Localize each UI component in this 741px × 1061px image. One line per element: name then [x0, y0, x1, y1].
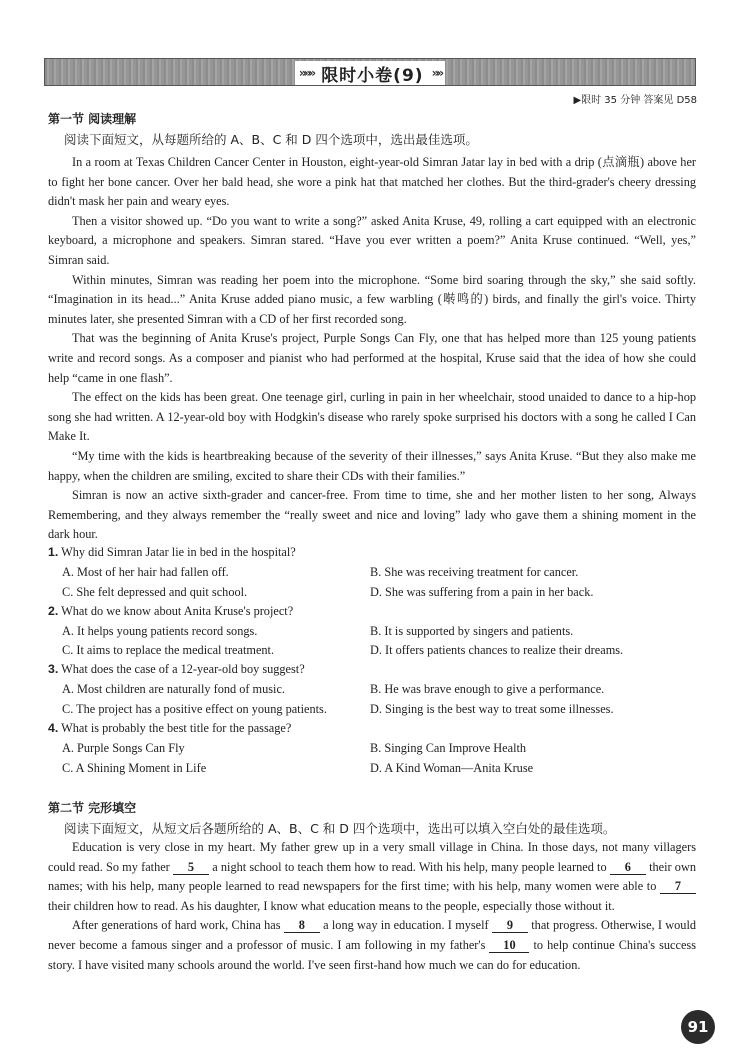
question-1-option-d[interactable]: D. She was suffering from a pain in her back.: [370, 585, 594, 599]
blank-5[interactable]: 5: [173, 860, 209, 875]
passage-paragraph: In a room at Texas Children Cancer Center in Houston, eight-year-old Simran Jatar lay in bed with a drip (点滴瓶) above her to fight her bone cancer. Over her bald head, she wore a pink hat that matched her clothes. But the third-grader's cheery dressing didn't mask her pain and weary eyes.: [48, 155, 696, 209]
question-2-option-b[interactable]: B. It is supported by singers and patients.: [370, 624, 574, 638]
cloze-paragraph-1: Education is very close in my heart. My father grew up in a very small village in China. In those days, not many villagers could read. So my father 5 a night school to teach them how to read. With his help, many people learned to 6 their own names; with his help, many people learned to read newspapers for the first time; with his help, many women were able to 7 their children how to read. As his daughter, I know what education means to the people, especially those without it.: [48, 840, 696, 913]
question-4-option-c[interactable]: C. A Shining Moment in Life: [62, 761, 207, 775]
blank-8[interactable]: 8: [284, 918, 320, 933]
header-band: [44, 58, 696, 86]
question-4-option-b[interactable]: B. Singing Can Improve Health: [370, 741, 527, 755]
passage-paragraph: Within minutes, Simran was reading her poem into the microphone. “Some bird soaring through the sky,” she said softly. “Imagination in its head...” Anita Kruse added piano music, a few warbling (啭鸣的) birds, and finally the girl's voice. Thirty minutes later, she presented Simran with a CD of her first recorded song.: [48, 272, 696, 326]
arrows-left-icon: »»»: [298, 66, 314, 80]
arrows-right-icon: »»: [431, 66, 442, 80]
header-title-wrap: [45, 59, 695, 87]
header-title-box: [295, 61, 445, 85]
passage-paragraph: The effect on the kids has been great. One teenage girl, curling in pain in her wheelchair, stood unaided to dance to a hip-hop song she had written. A 12-year-old boy with Hodgkin's disease who rarely spoke surprised his doctors with a song he called I Can Make It.: [48, 390, 696, 444]
section2-title: 第二节 完形填空: [48, 801, 137, 815]
passage-paragraph: Then a visitor showed up. “Do you want to write a song?” asked Anita Kruse, 49, rolling a cart equipped with an electronic keyboard, a microphone and speakers. Simran stared. “Have you ever written a poem?” Anita Kruse continued. “Well, yes,” Simran said.: [48, 213, 696, 267]
question-3: 3. What does the case of a 12-year-old boy suggest?: [48, 662, 305, 676]
question-3-option-d[interactable]: D. Singing is the best way to treat some illnesses.: [370, 702, 614, 716]
passage-paragraph: “My time with the kids is heartbreaking because of the severity of their illnesses,” says Anita Kruse. “But they also make me happy, when the children are smiling, excited to share their CDs with their families.”: [48, 448, 696, 483]
page-number-badge: 91: [681, 1010, 715, 1044]
passage-paragraph: Simran is now an active sixth-grader and cancer-free. From time to time, she and her mother listen to her song, Always Remembering, and they always remember the “really sweet and nice and loving” lady who gave them a shining moment in the dark hour.: [48, 488, 696, 542]
question-2-option-d[interactable]: D. It offers patients chances to realize their dreams.: [370, 643, 624, 657]
question-2: 2. What do we know about Anita Kruse's project?: [48, 604, 294, 618]
passage-paragraph: That was the beginning of Anita Kruse's project, Purple Songs Can Fly, one that has helped more than 125 young patients write and record songs. As a composer and pianist who had performed at the hospital, Kruse said that the idea of how she could help “came in one flash”.: [48, 331, 696, 385]
question-4: 4. What is probably the best title for the passage?: [48, 721, 292, 735]
question-1-option-b[interactable]: B. She was receiving treatment for cancer.: [370, 565, 579, 579]
section1-title: 第一节 阅读理解: [48, 112, 137, 126]
blank-7[interactable]: 7: [660, 879, 696, 894]
section1-instruction: 阅读下面短文，从每题所给的 A、B、C 和 D 四个选项中，选出最佳选项。: [64, 132, 478, 147]
question-4-option-d[interactable]: D. A Kind Woman—Anita Kruse: [370, 761, 534, 775]
blank-10[interactable]: 10: [489, 938, 529, 953]
blank-9[interactable]: 9: [492, 918, 528, 933]
question-4-option-a[interactable]: A. Purple Songs Can Fly: [62, 741, 185, 755]
question-2-option-c[interactable]: C. It aims to replace the medical treatment.: [62, 643, 275, 657]
question-3-option-c[interactable]: C. The project has a positive effect on young patients.: [62, 702, 327, 716]
question-2-option-a[interactable]: A. It helps young patients record songs.: [62, 624, 258, 638]
reading-passage: [48, 153, 696, 545]
question-3-option-b[interactable]: B. He was brave enough to give a performance.: [370, 682, 605, 696]
question-1: 1. Why did Simran Jatar lie in bed in the hospital?: [48, 545, 296, 559]
question-3-option-a[interactable]: A. Most children are naturally fond of music.: [62, 682, 285, 696]
time-limit-note: ▶限时 35 分钟 答案见 D58: [573, 95, 697, 106]
cloze-passage: [48, 838, 696, 975]
question-1-option-a[interactable]: A. Most of her hair had fallen off.: [62, 565, 229, 579]
section2-instruction: 阅读下面短文，从短文后各题所给的 A、B、C 和 D 四个选项中，选出可以填入空白处的最佳选项。: [64, 821, 616, 836]
question-1-option-c[interactable]: C. She felt depressed and quit school.: [62, 585, 248, 599]
cloze-paragraph-2: After generations of hard work, China has 8 a long way in education. I myself 9 that progress. Otherwise, I would never become a famous singer and a professor of music. I am following in my father's 10 to help continue China's success story. I have visited many schools around the world. I've seen first-hand how much we can do for education.: [48, 918, 697, 972]
blank-6[interactable]: 6: [610, 860, 646, 875]
page-title: 限时小卷(9): [321, 65, 424, 86]
